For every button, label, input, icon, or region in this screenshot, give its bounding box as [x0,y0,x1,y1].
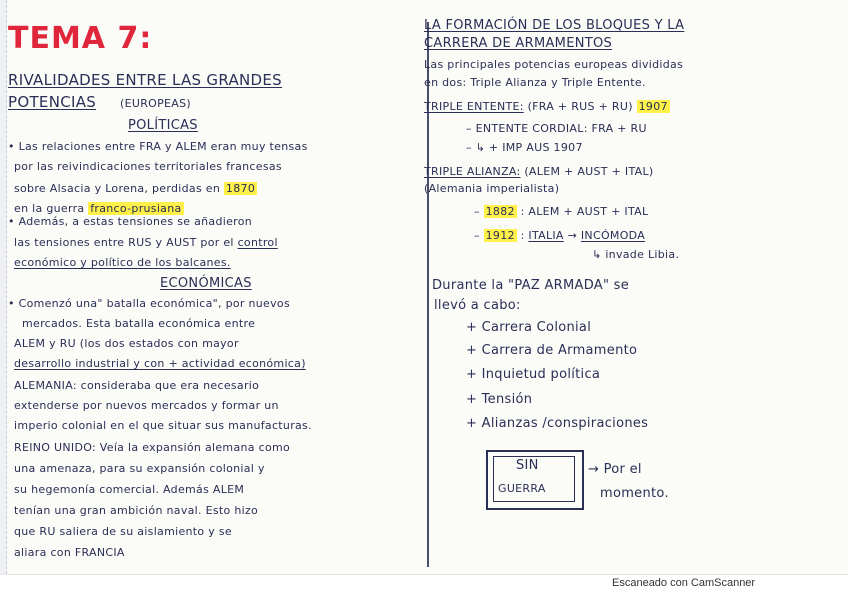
politicas-line-1: • Las relaciones entre FRA y ALEM eran muy tensas [8,140,308,153]
left-heading-qualifier: (EUROPEAS) [120,97,191,110]
guerra-franco-prusiana: franco-prusiana [90,202,182,215]
politicas-line-3 [14,181,257,197]
politicas-line-4-text: en la guerra [14,202,85,215]
politicas-line-3-text: sobre Alsacia y Lorena, perdidas en [14,182,221,195]
paz-item-4: + Tensión [466,392,533,407]
paz-item-3: + Inquietud política [466,367,601,382]
economicas-line-12: que RU saliera de su aislamiento y se [14,525,232,538]
entente-label: TRIPLE ENTENTE: [424,100,524,113]
economicas-line-11: tenían una gran ambición naval. Esto hizo [14,504,259,517]
right-intro-1: Las principales potencias europeas divididas [424,58,684,71]
alianza-line [424,164,653,180]
page-title: TEMA 7: [8,21,153,56]
alianza-1882-line [474,204,648,220]
paz-armada-line-1: Durante la "PAZ ARMADA" se [432,278,630,293]
economicas-line-5: ALEMANIA: consideraba que era necesario [14,379,260,392]
year-1882: 1882 [485,205,515,218]
right-heading-line-2: CARRERA DE ARMAMENTOS [424,36,613,51]
dash-1912: – [474,229,484,242]
economicas-line-6: extenderse por nuevos mercados y formar un [14,399,279,412]
entente-line [424,99,670,115]
right-intro-2: en dos: Triple Alianza y Triple Entente. [424,76,646,89]
politicas-line-2: por las reivindicaciones territoriales francesas [14,160,282,173]
politicas-heading: POLÍTICAS [128,118,198,133]
box-sin-text: SIN [516,458,539,473]
entente-members: (FRA + RUS + RU) [527,100,633,113]
por-el-text: → Por el [588,462,642,477]
paz-armada-line-2: llevó a cabo: [434,298,521,313]
dash-1882: – [474,205,484,218]
economicas-line-2: mercados. Esta batalla económica entre [22,317,256,330]
paz-item-2: + Carrera de Armamento [466,343,638,358]
left-heading-line-1: RIVALIDADES ENTRE LAS GRANDES [8,71,283,89]
paz-item-5: + Alianzas /conspiraciones [466,416,649,431]
alianza-1912-line [474,228,645,244]
alianza-members: (ALEM + AUST + ITAL) [524,165,654,178]
politicas-line-6 [14,235,278,251]
paz-item-1: + Carrera Colonial [466,320,592,335]
economicas-line-7: imperio colonial en el que situar sus manufacturas. [14,419,312,432]
year-1912: 1912 [485,229,515,242]
alianza-1882-text: : ALEM + AUST + ITAL [520,205,649,218]
economicas-line-1: • Comenzó una" batalla económica", por nuevos [8,297,290,310]
left-heading-line-2: POTENCIAS [8,93,97,111]
arrow-1912: → [567,229,578,242]
colon-1912: : [520,229,529,242]
economicas-line-13: aliara con FRANCIA [14,546,125,559]
invade-libia: ↳ invade Libia. [592,248,680,261]
year-1870: 1870 [225,182,256,195]
entente-sub-1: – ENTENTE CORDIAL: FRA + RU [466,122,647,135]
entente-sub-2: – ↳ + IMP AUS 1907 [466,141,583,154]
momento-text: momento. [600,486,669,501]
politicas-line-7: económico y político de los balcanes. [14,256,231,269]
alianza-label: TRIPLE ALIANZA: [424,165,521,178]
politicas-line-6-text: las tensiones entre RUS y AUST por el [14,236,234,249]
spiral-binding-edge [0,0,7,574]
politicas-line-5: • Además, a estas tensiones se añadieron [8,215,253,228]
italia-word: ITALIA [528,229,564,242]
economicas-line-3: ALEM y RU (los dos estados con mayor [14,337,239,350]
alianza-note: (Alemania imperialista) [424,182,560,195]
box-guerra-text: GUERRA [498,482,546,495]
economicas-heading: ECONÓMICAS [160,276,252,291]
control-word: control [237,236,278,249]
economicas-line-9: una amenaza, para su expansión colonial y [14,462,265,475]
incomoda-word: INCÓMODA [580,229,646,242]
scanner-watermark: Escaneado con CamScanner [612,577,756,589]
entente-year: 1907 [638,100,668,113]
right-heading-line-1: LA FORMACIÓN DE LOS BLOQUES Y LA [424,18,685,33]
economicas-line-10: su hegemonía comercial. Además ALEM [14,483,245,496]
economicas-line-4: desarrollo industrial y con + actividad económica) [14,357,306,370]
economicas-line-8: REINO UNIDO: Veía la expansión alemana como [14,441,291,454]
